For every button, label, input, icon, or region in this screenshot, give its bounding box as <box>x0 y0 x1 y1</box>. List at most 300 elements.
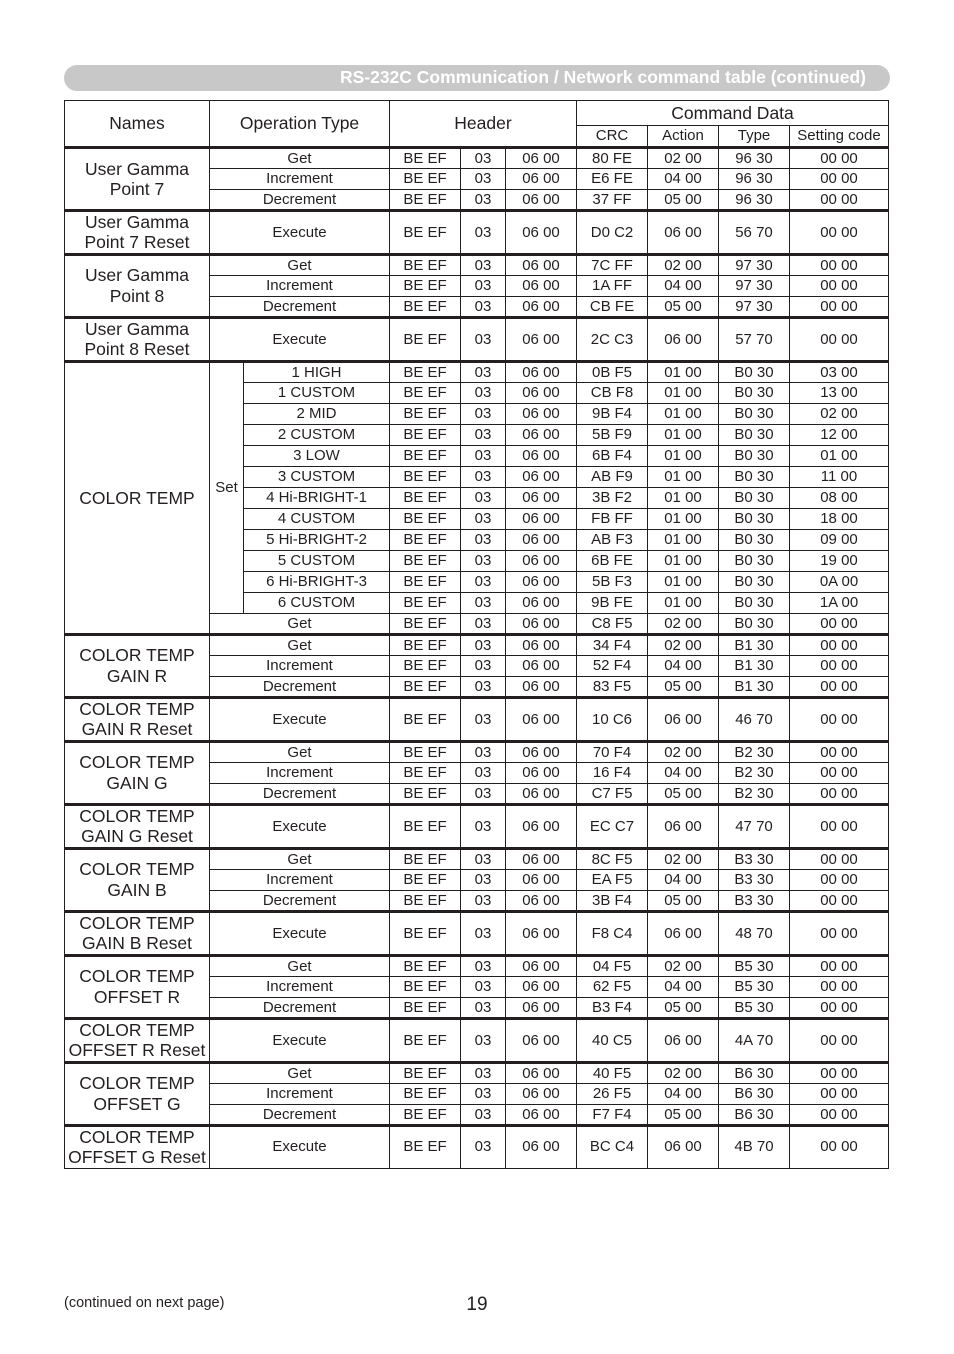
table-row <box>65 211 889 255</box>
crc-cell: CB FE <box>577 296 648 317</box>
operation-type-cell: Decrement <box>210 190 390 211</box>
setting-code-cell: 00 00 <box>790 317 889 361</box>
header-code-cell: 03 <box>461 254 506 275</box>
header-id-cell: BE EF <box>390 869 461 890</box>
header-id-cell: BE EF <box>390 783 461 804</box>
header-length-cell: 06 00 <box>506 762 577 783</box>
crc-cell: 52 F4 <box>577 655 648 676</box>
setting-code-cell: 00 00 <box>790 976 889 997</box>
table-row <box>65 317 889 361</box>
crc-cell: 5B F9 <box>577 424 648 445</box>
type-cell: 46 70 <box>719 697 790 741</box>
crc-cell: 1A FF <box>577 275 648 296</box>
crc-cell: 83 F5 <box>577 676 648 697</box>
action-cell: 06 00 <box>648 211 719 255</box>
crc-cell: 9B FE <box>577 592 648 613</box>
crc-cell: 9B F4 <box>577 403 648 424</box>
header-id-cell: BE EF <box>390 762 461 783</box>
header-code-cell: 03 <box>461 424 506 445</box>
operation-type-cell: Get <box>210 955 390 976</box>
setting-code-cell: 00 00 <box>790 911 889 955</box>
operation-type-cell: Decrement <box>210 296 390 317</box>
set-label: Set <box>210 361 244 613</box>
setting-code-cell: 00 00 <box>790 1083 889 1104</box>
type-cell: 96 30 <box>719 148 790 169</box>
header-length-cell: 06 00 <box>506 1083 577 1104</box>
header-code-cell: 03 <box>461 403 506 424</box>
crc-cell: 2C C3 <box>577 317 648 361</box>
operation-type-cell: Decrement <box>210 890 390 911</box>
header-code-cell: 03 <box>461 190 506 211</box>
header-code-cell: 03 <box>461 976 506 997</box>
action-cell: 04 00 <box>648 976 719 997</box>
header-id-cell: BE EF <box>390 1018 461 1062</box>
header-id-cell: BE EF <box>390 361 461 382</box>
header-code-cell: 03 <box>461 1125 506 1168</box>
crc-cell: 7C FF <box>577 254 648 275</box>
continued-note: (continued on next page) <box>64 1295 225 1311</box>
command-group <box>65 317 889 361</box>
operation-type-cell: Get <box>210 254 390 275</box>
operation-type-cell: Decrement <box>210 997 390 1018</box>
command-group <box>65 634 889 697</box>
header-length-cell: 06 00 <box>506 890 577 911</box>
header-code-cell: 03 <box>461 529 506 550</box>
type-cell: B1 30 <box>719 655 790 676</box>
crc-cell: 16 F4 <box>577 762 648 783</box>
command-group <box>65 848 889 911</box>
crc-cell: E6 FE <box>577 169 648 190</box>
header-type: Type <box>719 126 790 148</box>
action-cell: 05 00 <box>648 783 719 804</box>
header-code-cell: 03 <box>461 634 506 655</box>
action-cell: 02 00 <box>648 955 719 976</box>
action-cell: 05 00 <box>648 890 719 911</box>
operation-type-cell: Get <box>210 1062 390 1083</box>
crc-cell: FB FF <box>577 508 648 529</box>
operation-type-cell: 6 Hi-BRIGHT-3 <box>244 571 390 592</box>
header-length-cell: 06 00 <box>506 1018 577 1062</box>
header-code-cell: 03 <box>461 1104 506 1125</box>
header-code-cell: 03 <box>461 997 506 1018</box>
setting-code-cell: 00 00 <box>790 997 889 1018</box>
command-name: COLOR TEMP GAIN R Reset <box>65 697 210 741</box>
action-cell: 06 00 <box>648 1125 719 1168</box>
header-id-cell: BE EF <box>390 169 461 190</box>
header-code-cell: 03 <box>461 571 506 592</box>
operation-type-cell: 3 CUSTOM <box>244 466 390 487</box>
setting-code-cell: 00 00 <box>790 869 889 890</box>
setting-code-cell: 00 00 <box>790 1018 889 1062</box>
type-cell: B5 30 <box>719 997 790 1018</box>
type-cell: B0 30 <box>719 613 790 634</box>
action-cell: 01 00 <box>648 445 719 466</box>
setting-code-cell: 00 00 <box>790 890 889 911</box>
action-cell: 02 00 <box>648 634 719 655</box>
command-name: User Gamma Point 7 <box>65 148 210 211</box>
action-cell: 04 00 <box>648 1083 719 1104</box>
header-id-cell: BE EF <box>390 424 461 445</box>
crc-cell: AB F9 <box>577 466 648 487</box>
action-cell: 01 00 <box>648 508 719 529</box>
operation-type-cell: Decrement <box>210 783 390 804</box>
banner-title: RS-232C Communication / Network command table (continued) <box>339 67 866 87</box>
header-length-cell: 06 00 <box>506 190 577 211</box>
header-id-cell: BE EF <box>390 741 461 762</box>
table-row <box>65 634 889 655</box>
table-row <box>65 148 889 169</box>
header-length-cell: 06 00 <box>506 655 577 676</box>
type-cell: B5 30 <box>719 955 790 976</box>
action-cell: 01 00 <box>648 571 719 592</box>
setting-code-cell: 00 00 <box>790 169 889 190</box>
header-code-cell: 03 <box>461 762 506 783</box>
header-length-cell: 06 00 <box>506 869 577 890</box>
header-id-cell: BE EF <box>390 997 461 1018</box>
setting-code-cell: 0A 00 <box>790 571 889 592</box>
setting-code-cell: 00 00 <box>790 634 889 655</box>
type-cell: B0 30 <box>719 508 790 529</box>
header-code-cell: 03 <box>461 804 506 848</box>
table-row <box>65 254 889 275</box>
type-cell: B2 30 <box>719 762 790 783</box>
setting-code-cell: 12 00 <box>790 424 889 445</box>
operation-type-cell: 2 CUSTOM <box>244 424 390 445</box>
header-length-cell: 06 00 <box>506 592 577 613</box>
setting-code-cell: 00 00 <box>790 190 889 211</box>
setting-code-cell: 00 00 <box>790 676 889 697</box>
header-length-cell: 06 00 <box>506 508 577 529</box>
type-cell: B2 30 <box>719 741 790 762</box>
header-code-cell: 03 <box>461 592 506 613</box>
setting-code-cell: 00 00 <box>790 1062 889 1083</box>
header-length-cell: 06 00 <box>506 697 577 741</box>
setting-code-cell: 19 00 <box>790 550 889 571</box>
type-cell: B2 30 <box>719 783 790 804</box>
header-code-cell: 03 <box>461 466 506 487</box>
header-length-cell: 06 00 <box>506 403 577 424</box>
command-group <box>65 254 889 317</box>
setting-code-cell: 00 00 <box>790 1104 889 1125</box>
table-row <box>65 361 889 382</box>
operation-type-cell: Execute <box>210 697 390 741</box>
header-code-cell: 03 <box>461 783 506 804</box>
operation-type-cell: Decrement <box>210 1104 390 1125</box>
header-length-cell: 06 00 <box>506 955 577 976</box>
header-action: Action <box>648 126 719 148</box>
type-cell: 96 30 <box>719 169 790 190</box>
crc-cell: EC C7 <box>577 804 648 848</box>
operation-type-cell: 6 CUSTOM <box>244 592 390 613</box>
action-cell: 04 00 <box>648 169 719 190</box>
operation-type-cell: Increment <box>210 655 390 676</box>
header-code-cell: 03 <box>461 550 506 571</box>
operation-type-cell: Get <box>210 613 390 634</box>
crc-cell: 6B F4 <box>577 445 648 466</box>
operation-type-cell: 3 LOW <box>244 445 390 466</box>
header-id-cell: BE EF <box>390 296 461 317</box>
action-cell: 02 00 <box>648 848 719 869</box>
setting-code-cell: 03 00 <box>790 361 889 382</box>
operation-type-cell: Execute <box>210 317 390 361</box>
header-length-cell: 06 00 <box>506 848 577 869</box>
header-setting-code: Setting code <box>790 126 889 148</box>
command-table <box>64 100 889 1169</box>
header-code-cell: 03 <box>461 1083 506 1104</box>
command-name: COLOR TEMP OFFSET R <box>65 955 210 1018</box>
type-cell: B6 30 <box>719 1083 790 1104</box>
page-number: 19 <box>466 1294 488 1315</box>
command-name: COLOR TEMP GAIN B Reset <box>65 911 210 955</box>
crc-cell: 8C F5 <box>577 848 648 869</box>
operation-type-cell: Execute <box>210 1018 390 1062</box>
header-code-cell: 03 <box>461 655 506 676</box>
table-header <box>65 101 889 148</box>
type-cell: B3 30 <box>719 848 790 869</box>
action-cell: 02 00 <box>648 148 719 169</box>
command-name: COLOR TEMP OFFSET G <box>65 1062 210 1125</box>
header-code-cell: 03 <box>461 445 506 466</box>
action-cell: 05 00 <box>648 190 719 211</box>
header-operation-type: Operation Type <box>210 101 390 148</box>
table-row <box>65 697 889 741</box>
table-row <box>65 1125 889 1168</box>
command-name: COLOR TEMP OFFSET R Reset <box>65 1018 210 1062</box>
header-length-cell: 06 00 <box>506 571 577 592</box>
header-length-cell: 06 00 <box>506 487 577 508</box>
type-cell: B0 30 <box>719 529 790 550</box>
type-cell: B0 30 <box>719 403 790 424</box>
header-header: Header <box>390 101 577 148</box>
operation-type-cell: Increment <box>210 869 390 890</box>
table-row <box>65 804 889 848</box>
operation-type-cell: Increment <box>210 976 390 997</box>
crc-cell: EA F5 <box>577 869 648 890</box>
action-cell: 01 00 <box>648 466 719 487</box>
action-cell: 04 00 <box>648 869 719 890</box>
header-code-cell: 03 <box>461 508 506 529</box>
setting-code-cell: 18 00 <box>790 508 889 529</box>
operation-type-cell: Get <box>210 634 390 655</box>
type-cell: 56 70 <box>719 211 790 255</box>
header-id-cell: BE EF <box>390 382 461 403</box>
header-crc: CRC <box>577 126 648 148</box>
action-cell: 01 00 <box>648 529 719 550</box>
header-length-cell: 06 00 <box>506 445 577 466</box>
header-code-cell: 03 <box>461 148 506 169</box>
action-cell: 05 00 <box>648 997 719 1018</box>
type-cell: B5 30 <box>719 976 790 997</box>
command-name: User Gamma Point 8 Reset <box>65 317 210 361</box>
section-banner <box>64 65 890 91</box>
header-length-cell: 06 00 <box>506 676 577 697</box>
operation-type-cell: 5 Hi-BRIGHT-2 <box>244 529 390 550</box>
table-row <box>65 955 889 976</box>
setting-code-cell: 08 00 <box>790 487 889 508</box>
command-name: User Gamma Point 8 <box>65 254 210 317</box>
header-id-cell: BE EF <box>390 955 461 976</box>
header-code-cell: 03 <box>461 211 506 255</box>
header-length-cell: 06 00 <box>506 550 577 571</box>
crc-cell: CB F8 <box>577 382 648 403</box>
header-code-cell: 03 <box>461 697 506 741</box>
header-id-cell: BE EF <box>390 275 461 296</box>
header-code-cell: 03 <box>461 955 506 976</box>
header-length-cell: 06 00 <box>506 634 577 655</box>
header-id-cell: BE EF <box>390 148 461 169</box>
command-name: COLOR TEMP GAIN G <box>65 741 210 804</box>
crc-cell: 26 F5 <box>577 1083 648 1104</box>
type-cell: B1 30 <box>719 634 790 655</box>
type-cell: B0 30 <box>719 382 790 403</box>
crc-cell: BC C4 <box>577 1125 648 1168</box>
header-length-cell: 06 00 <box>506 254 577 275</box>
setting-code-cell: 11 00 <box>790 466 889 487</box>
crc-cell: 3B F2 <box>577 487 648 508</box>
crc-cell: 62 F5 <box>577 976 648 997</box>
header-names: Names <box>65 101 210 148</box>
type-cell: 4B 70 <box>719 1125 790 1168</box>
operation-type-cell: Get <box>210 741 390 762</box>
type-cell: 96 30 <box>719 190 790 211</box>
operation-type-cell: Increment <box>210 762 390 783</box>
header-length-cell: 06 00 <box>506 148 577 169</box>
crc-cell: 10 C6 <box>577 697 648 741</box>
command-group <box>65 1125 889 1168</box>
operation-type-cell: Decrement <box>210 676 390 697</box>
header-code-cell: 03 <box>461 169 506 190</box>
type-cell: B6 30 <box>719 1104 790 1125</box>
action-cell: 05 00 <box>648 676 719 697</box>
header-length-cell: 06 00 <box>506 1062 577 1083</box>
action-cell: 06 00 <box>648 697 719 741</box>
action-cell: 01 00 <box>648 550 719 571</box>
crc-cell: 3B F4 <box>577 890 648 911</box>
crc-cell: 40 C5 <box>577 1018 648 1062</box>
crc-cell: 34 F4 <box>577 634 648 655</box>
header-id-cell: BE EF <box>390 1104 461 1125</box>
type-cell: B0 30 <box>719 550 790 571</box>
header-code-cell: 03 <box>461 1018 506 1062</box>
setting-code-cell: 00 00 <box>790 697 889 741</box>
table-row <box>65 911 889 955</box>
operation-type-cell: 4 Hi-BRIGHT-1 <box>244 487 390 508</box>
operation-type-cell: Increment <box>210 275 390 296</box>
crc-cell: 6B FE <box>577 550 648 571</box>
type-cell: B0 30 <box>719 424 790 445</box>
type-cell: 48 70 <box>719 911 790 955</box>
header-code-cell: 03 <box>461 361 506 382</box>
header-id-cell: BE EF <box>390 613 461 634</box>
table-row <box>65 848 889 869</box>
table-row <box>65 1062 889 1083</box>
header-id-cell: BE EF <box>390 1062 461 1083</box>
command-name: User Gamma Point 7 Reset <box>65 211 210 255</box>
operation-type-cell: Execute <box>210 804 390 848</box>
operation-type-cell: Increment <box>210 1083 390 1104</box>
header-length-cell: 06 00 <box>506 211 577 255</box>
header-length-cell: 06 00 <box>506 911 577 955</box>
header-code-cell: 03 <box>461 676 506 697</box>
crc-cell: AB F3 <box>577 529 648 550</box>
setting-code-cell: 00 00 <box>790 762 889 783</box>
type-cell: B0 30 <box>719 466 790 487</box>
setting-code-cell: 09 00 <box>790 529 889 550</box>
command-name: COLOR TEMP GAIN B <box>65 848 210 911</box>
header-id-cell: BE EF <box>390 571 461 592</box>
crc-cell: B3 F4 <box>577 997 648 1018</box>
operation-type-cell: 2 MID <box>244 403 390 424</box>
action-cell: 05 00 <box>648 296 719 317</box>
setting-code-cell: 00 00 <box>790 1125 889 1168</box>
header-code-cell: 03 <box>461 869 506 890</box>
crc-cell: 40 F5 <box>577 1062 648 1083</box>
header-code-cell: 03 <box>461 317 506 361</box>
action-cell: 01 00 <box>648 592 719 613</box>
header-length-cell: 06 00 <box>506 424 577 445</box>
crc-cell: 04 F5 <box>577 955 648 976</box>
type-cell: B0 30 <box>719 361 790 382</box>
header-id-cell: BE EF <box>390 1125 461 1168</box>
header-length-cell: 06 00 <box>506 613 577 634</box>
command-name: COLOR TEMP OFFSET G Reset <box>65 1125 210 1168</box>
command-group <box>65 804 889 848</box>
action-cell: 06 00 <box>648 911 719 955</box>
header-command-data: Command Data <box>577 101 889 126</box>
action-cell: 01 00 <box>648 361 719 382</box>
header-length-cell: 06 00 <box>506 804 577 848</box>
command-group <box>65 1018 889 1062</box>
command-name: COLOR TEMP GAIN R <box>65 634 210 697</box>
action-cell: 01 00 <box>648 382 719 403</box>
header-code-cell: 03 <box>461 848 506 869</box>
type-cell: 97 30 <box>719 296 790 317</box>
operation-type-cell: Execute <box>210 1125 390 1168</box>
setting-code-cell: 01 00 <box>790 445 889 466</box>
header-id-cell: BE EF <box>390 487 461 508</box>
command-group <box>65 148 889 211</box>
header-code-cell: 03 <box>461 911 506 955</box>
crc-cell: F7 F4 <box>577 1104 648 1125</box>
action-cell: 04 00 <box>648 762 719 783</box>
header-length-cell: 06 00 <box>506 1125 577 1168</box>
table-row <box>65 1018 889 1062</box>
header-id-cell: BE EF <box>390 466 461 487</box>
header-code-cell: 03 <box>461 1062 506 1083</box>
command-group <box>65 1062 889 1125</box>
header-length-cell: 06 00 <box>506 466 577 487</box>
header-length-cell: 06 00 <box>506 997 577 1018</box>
setting-code-cell: 00 00 <box>790 296 889 317</box>
action-cell: 01 00 <box>648 403 719 424</box>
header-code-cell: 03 <box>461 890 506 911</box>
setting-code-cell: 00 00 <box>790 613 889 634</box>
action-cell: 01 00 <box>648 424 719 445</box>
operation-type-cell: Get <box>210 148 390 169</box>
command-group <box>65 697 889 741</box>
crc-cell: F8 C4 <box>577 911 648 955</box>
action-cell: 02 00 <box>648 613 719 634</box>
header-id-cell: BE EF <box>390 804 461 848</box>
header-id-cell: BE EF <box>390 848 461 869</box>
type-cell: 97 30 <box>719 254 790 275</box>
crc-cell: 5B F3 <box>577 571 648 592</box>
setting-code-cell: 13 00 <box>790 382 889 403</box>
crc-cell: 80 FE <box>577 148 648 169</box>
setting-code-cell: 00 00 <box>790 741 889 762</box>
header-code-cell: 03 <box>461 613 506 634</box>
setting-code-cell: 00 00 <box>790 848 889 869</box>
